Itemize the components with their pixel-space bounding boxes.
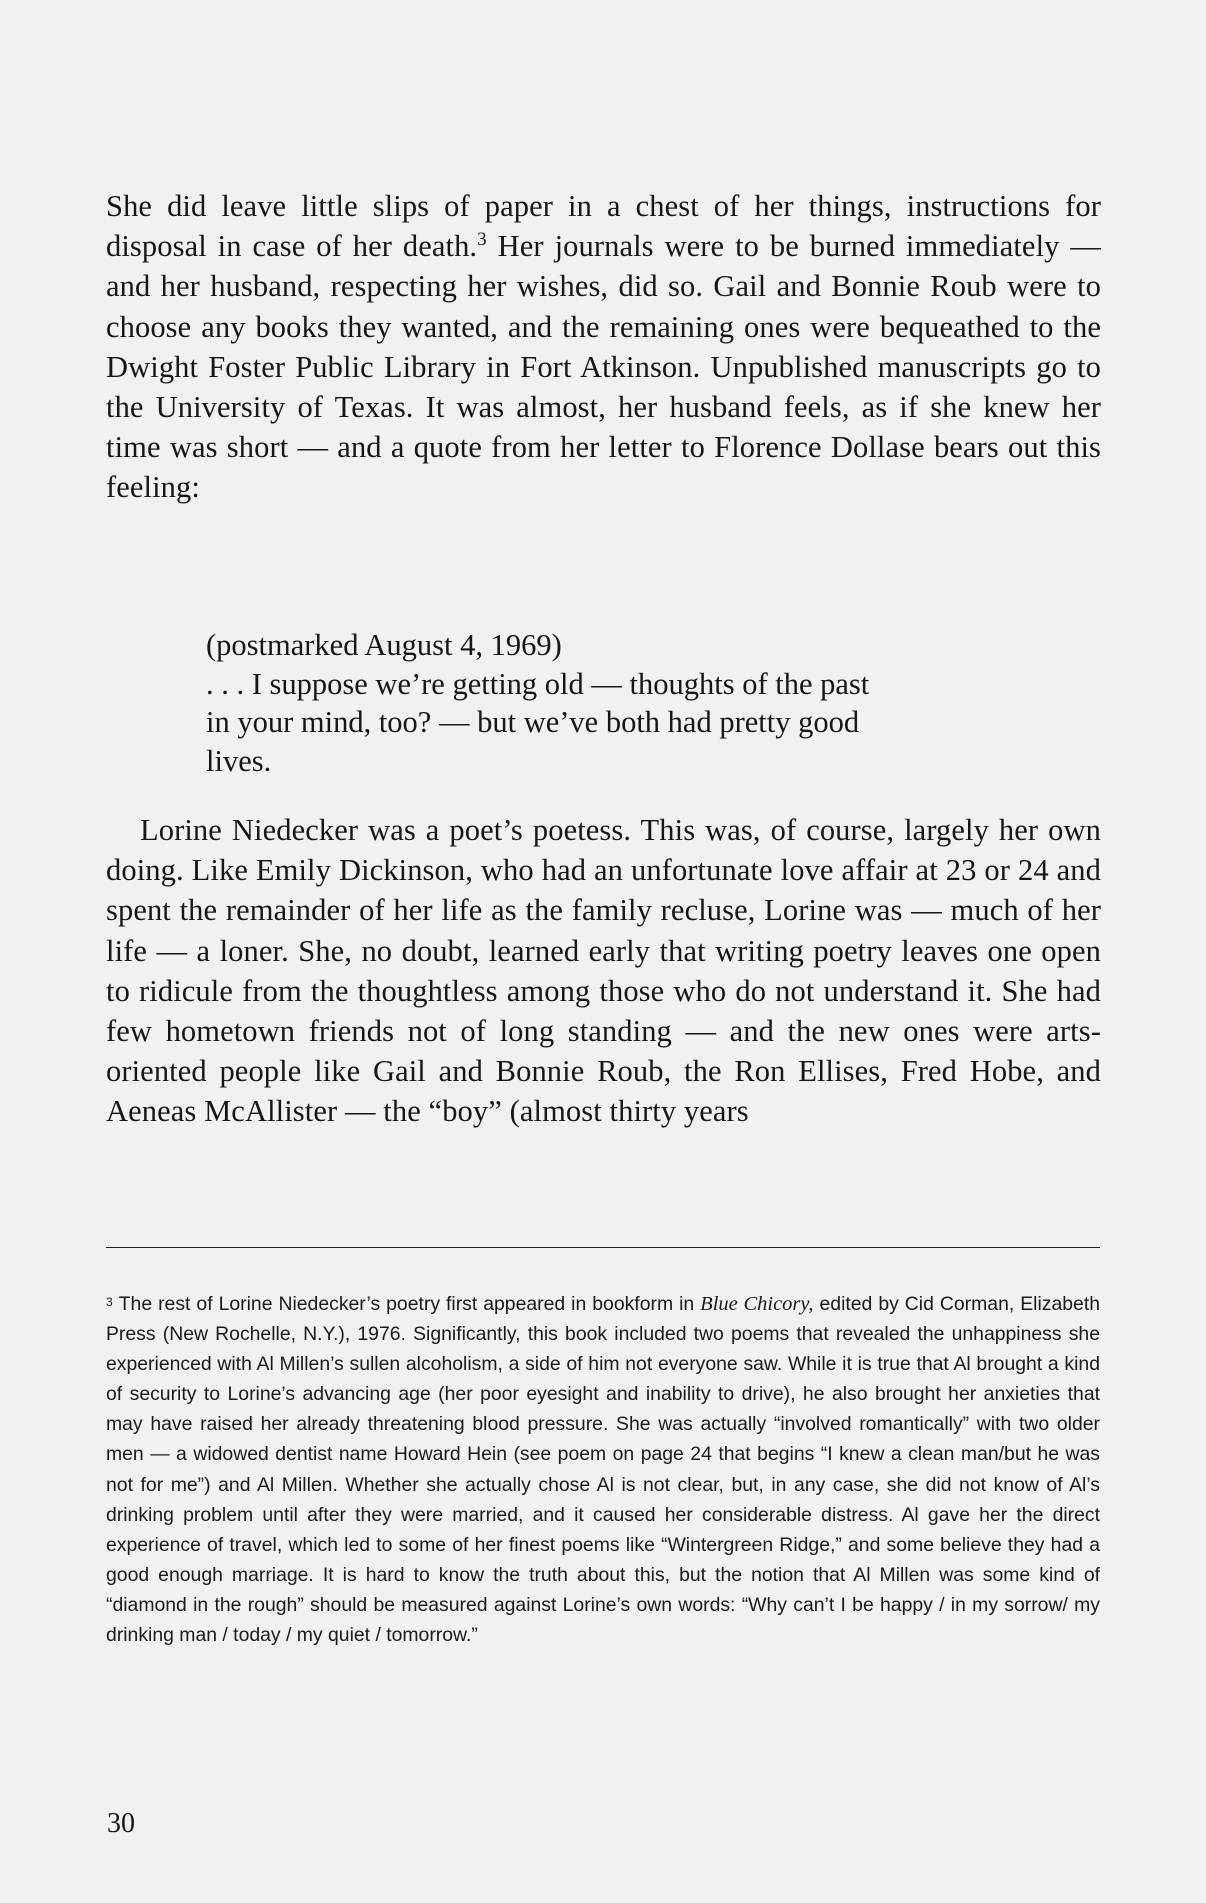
quote-line: in your mind, too? — but we’ve both had pretty good bbox=[206, 705, 860, 739]
quote-postmark: (postmarked August 4, 1969) bbox=[206, 628, 562, 662]
footnote-marker: 3 bbox=[106, 1295, 113, 1309]
paragraph-text: She did leave little slips of paper in a chest of her things, instructions for disposal in case of her death. bbox=[106, 189, 1101, 264]
footnote-body: edited by Cid Corman, Elizabeth Press (New Rochelle, N.Y.), 1976. Significantly, this book included two poems that revealed the unhappiness she experienced with Al Millen’s sullen alcoholism, a side of him not everyone saw. While it is true that Al brought a kind of security to Lorine’s advancing age (her poor eyesight and inability to drive), he also brought her anxieties that may have raised her already threatening blood pressure. She was actually “involved romantically” with two older men — a widowed dentist name Howard Hein (see poem on page 24 that begins “I knew a clean man/but he was not for me”) and Al Millen. Whether she actually chose Al is not clear, but, in any case, she did not know of Al’s drinking problem until after they were married, and it caused her considerable distress. Al gave her the direct experience of travel, which led to some of her finest poems like “Wintergreen Ridge,” and some believe they had a good enough marriage. It is hard to know the truth about this, but the notion that Al Millen was some kind of “diamond in the rough” should be measured against Lorine’s own words: “Why can’t I be happy / in my sorrow/ my drinking man / today / my quiet / tomorrow.” bbox=[106, 1293, 1101, 1647]
footnote-lead: The rest of Lorine Niedecker’s poetry first appeared in bookform in bbox=[118, 1293, 701, 1315]
letter-quote bbox=[206, 626, 1106, 780]
paragraph-text-continued: Her journals were to be burned immediately — and her husband, respecting her wishes, did so. Gail and Bonnie Roub were to choose any books they wanted, and the remaining ones were bequeathed to the Dwight Foster Public Library in Fort Atkinson. Unpublished manuscripts go to the University of Texas. It was almost, her husband feels, as if she knew her time was short — and a quote from her letter to Florence Dollase bears out this feeling: bbox=[106, 229, 1101, 505]
page-number: 30 bbox=[107, 1808, 135, 1839]
quote-line: . . . I suppose we’re getting old — thoughts of the past bbox=[206, 666, 870, 701]
footnote-divider bbox=[106, 1247, 1100, 1248]
quote-line: lives. bbox=[206, 743, 272, 778]
paragraph-disposal-instructions bbox=[106, 186, 1101, 508]
paragraph-text: Lorine Niedecker was a poet’s poetess. This was, of course, largely her own doing. Like Emily Dickinson, who had an unfortunate love affair at 23 or 24 and spent the remainder of her life as the family recluse, Lorine was — much of her life — a loner. She, no doubt, learned early that writing poetry leaves one open to ridicule from the thoughtless among those who do not understand it. She had few hometown friends not of long standing — and the new ones were arts-oriented people like Gail and Bonnie Roub, the Ron Ellises, Fred Hobe, and Aeneas McAllister — the “boy” (almost thirty years bbox=[106, 813, 1101, 1129]
footnote-book-title: Blue Chicory, bbox=[700, 1293, 814, 1315]
footnote-reference: 3 bbox=[477, 229, 487, 251]
footnote bbox=[106, 1289, 1100, 1650]
paragraph-poets-poetess bbox=[106, 810, 1101, 1132]
